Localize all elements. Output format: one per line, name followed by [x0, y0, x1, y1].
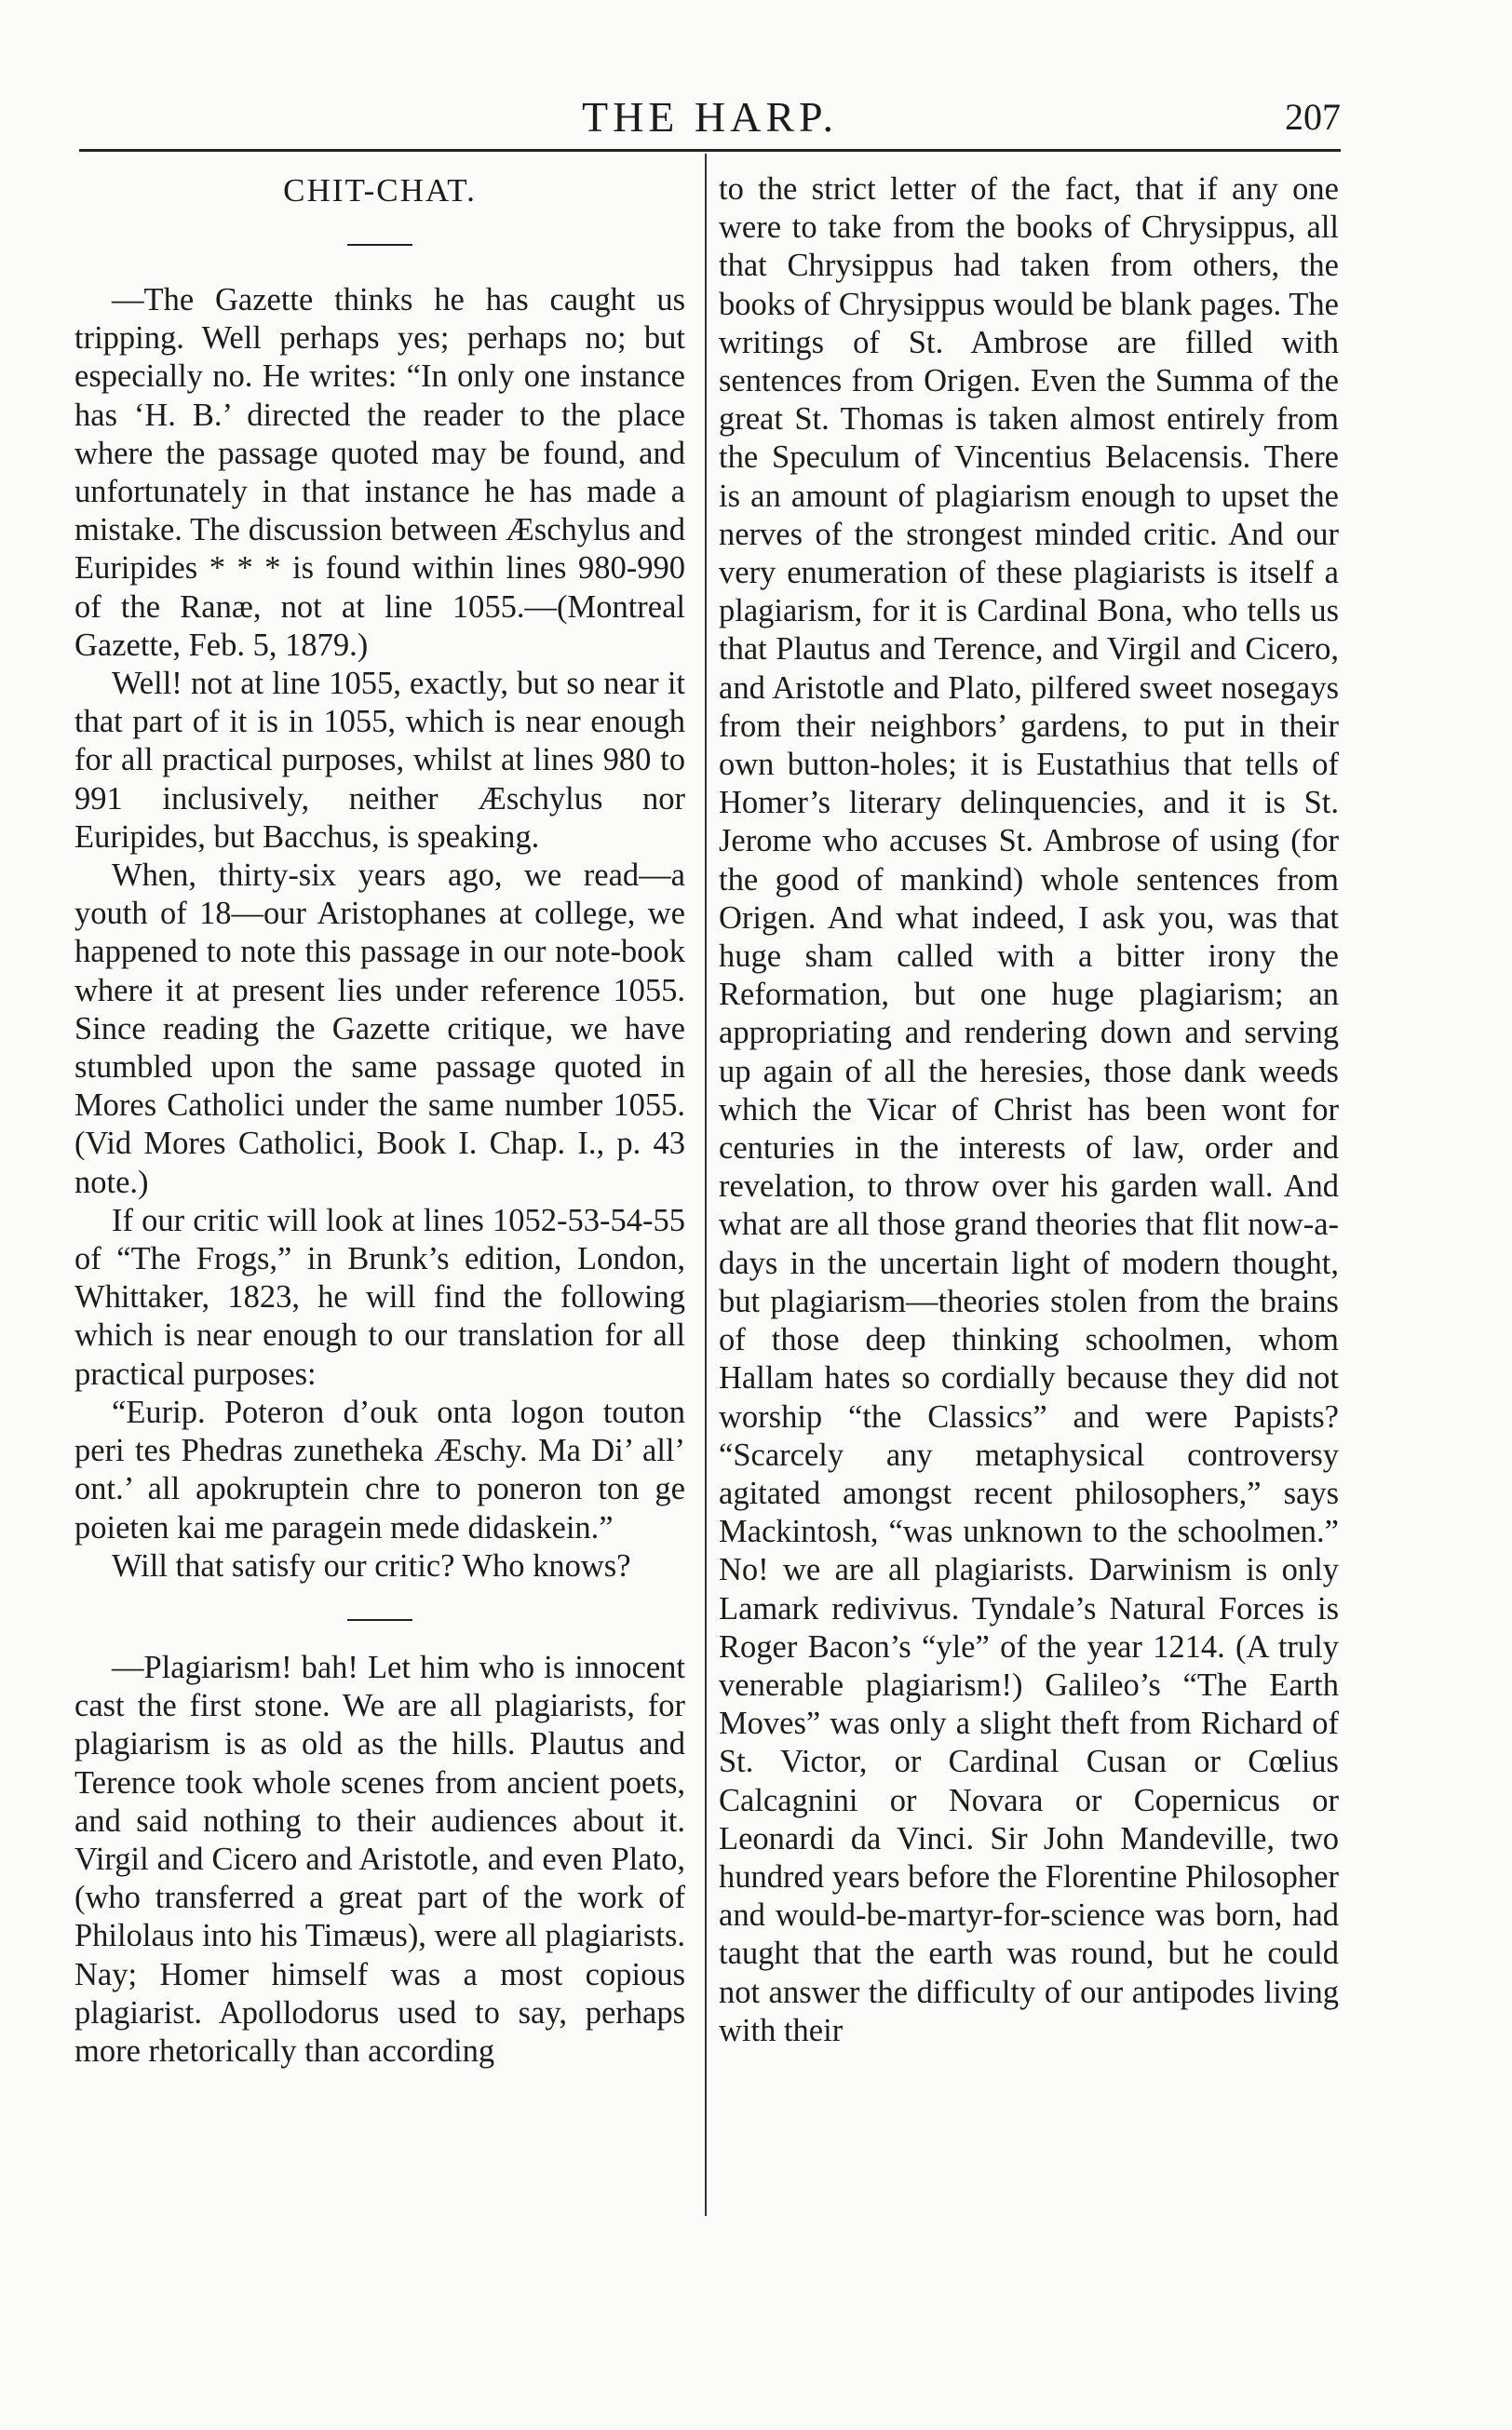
- paragraph-note-book: When, thirty-six years ago, we read—a youth of 18—our Aristophanes at college, we happened to note this passage in our note-book where it at present lies under reference 1055. Since reading the Gazette critique, we have stumbled upon the same passage quoted in Mores Catholici under the same number 1055. (Vid Mores Catholici, Book I. Chap. I., p. 43 note.): [74, 857, 685, 1200]
- right-column: [719, 170, 1339, 2050]
- page-number: 207: [1285, 96, 1341, 138]
- left-column: [74, 168, 685, 2071]
- paragraph-satisfy-critic: Will that satisfy our critic? Who knows?: [112, 1547, 631, 1584]
- paragraph-gazette-reply: —The Gazette thinks he has caught us tripping. Well perhaps yes; perhaps no; but especially no. He writes: “In only one instance has ‘H. B.’ directed the reader to the place where the passage quoted may be found, and unfortunately in that instance he has made a mistake. The discussion between Æschylus and Euripides * * * is found within lines 980-990 of the Ranæ, not at line 1055.—(Montreal Gazette, Feb. 5, 1879.): [74, 282, 685, 663]
- paragraph-plagiarism-continued: to the strict letter of the fact, that if any one were to take from the books of Chrysippus, all that Chrysippus had taken from others, the books of Chrysippus would be blank pages. The writings of St. Ambrose are filled with sentences from Origen. Even the Summa of the great St. Thomas is taken almost entirely from the Speculum of Vincentius Belacensis. There is an amount of plagiarism enough to upset the nerves of the strongest minded critic. And our very enumeration of these plagiarists is itself a plagiarism, for it is Cardinal Bona, who tells us that Plautus and Terence, and Virgil and Cicero, and Aristotle and Plato, pilfered sweet nosegays from their neighbors’ gardens, to put in their own button-holes; it is Eustathius that tells of Homer’s literary delinquencies, and it is St. Jerome who accuses St. Ambrose of using (for the good of mankind) whole sentences from Origen. And what indeed, I ask you, was that huge sham called with a bitter irony the Reformation, but one huge plagiarism; an appropriating and rendering down and serving up again of all the heresies, those dank weeds which the Vicar of Christ has been wont for centuries in the interests of law, order and revelation, to throw over his garden wall. And what are all those grand theories that flit now-a-days in the uncertain light of modern thought, but plagiarism—theories stolen from the brains of those deep thinking schoolmen, whom Hallam hates so cordially because they did not worship “the Classics” and were Papists? “Scarcely any metaphysical controversy agitated amongst recent philosophers,” says Mackintosh, “was unknown to the schoolmen.” No! we are all plagiarists. Darwinism is only Lamark redivivus. Tyndale’s Natural Forces is Roger Bacon’s “yle” of the year 1214. (A truly venerable plagiarism!) Galileo’s “The Earth Moves” was only a slight theft from Richard of St. Victor, or Cardinal Cusan or Cœlius Calcagnini or Novara or Copernicus or Leonardi da Vinci. Sir John Mandeville, two hundred years before the Florentine Philosopher and would-be-martyr-for-science was born, had taught that the earth was round, but he could not answer the difficulty of our antipodes living with their: [719, 171, 1339, 2048]
- paragraph-greek-quote: “Eurip. Poteron d’ouk onta logon touton peri tes Phedras zunetheka Æschy. Ma Di’ all’ ont.’ all apokruptein chre to poneron ton ge poieten kai me paragein mede didaskein.”: [74, 1394, 685, 1546]
- running-title: THE HARP.: [581, 93, 839, 141]
- article-heading: CHIT-CHAT.: [283, 172, 477, 209]
- paragraph-line-1055: Well! not at line 1055, exactly, but so near it that part of it is in 1055, which is near enough for all practical purposes, whilst at lines 980 to 991 inclusively, neither Æschylus nor Euripides, but Bacchus, is speaking.: [74, 666, 685, 855]
- paragraph-plagiarism: —Plagiarism! bah! Let him who is innocent cast the first stone. We are all plagiarists, for plagiarism is as old as the hills. Plautus and Terence took whole scenes from ancient poets, and said nothing to their audiences about it. Virgil and Cicero and Aristotle, and even Plato, (who transferred a great part of the work of Philolaus into his Timæus), were all plagiarists. Nay; Homer himself was a most copious plagiarist. Apollodorus used to say, perhaps more rhetorically than according: [74, 1649, 685, 2069]
- heading-rule: [347, 244, 412, 246]
- paragraph-brunk-edition: If our critic will look at lines 1052-53-54-55 of “The Frogs,” in Brunk’s edition, London, Whittaker, 1823, he will find the following which is near enough to our translation for all practical purposes:: [74, 1202, 685, 1392]
- header-rule: [79, 149, 1341, 152]
- page-header: [79, 88, 1341, 146]
- column-divider: [705, 154, 707, 2216]
- section-rule: [347, 1619, 412, 1621]
